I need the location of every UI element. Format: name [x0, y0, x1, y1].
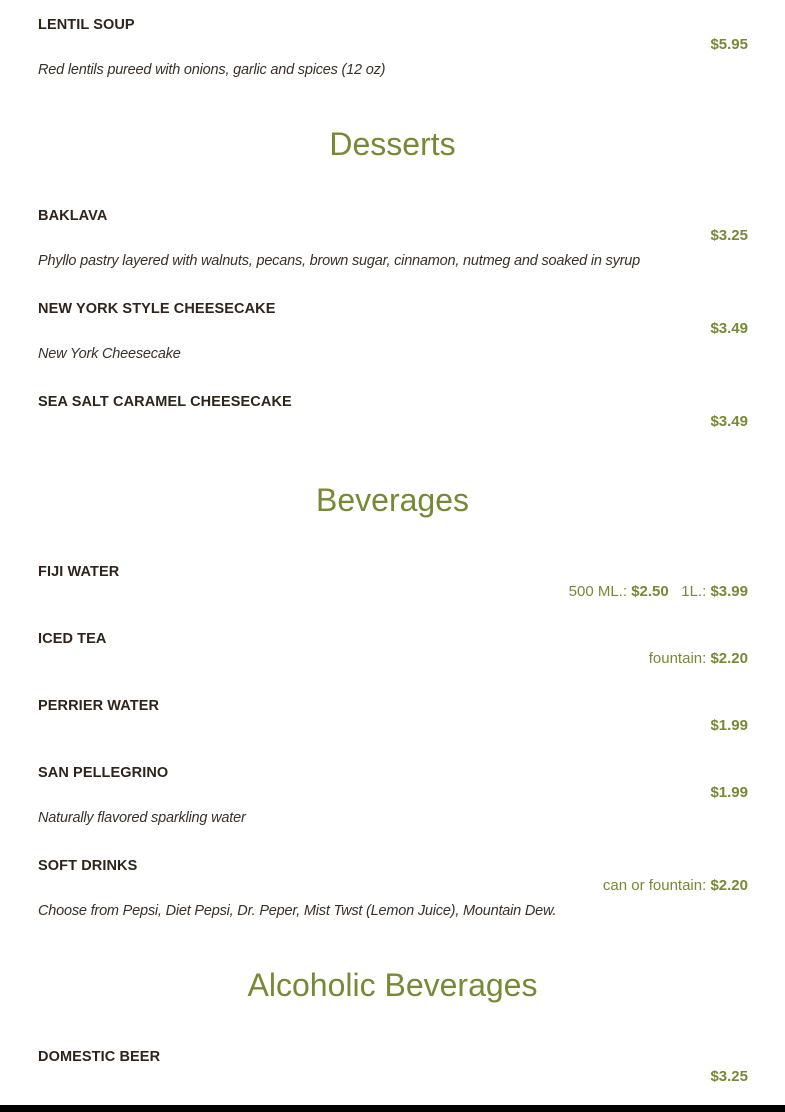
price-label: can or fountain:: [602, 877, 707, 894]
item-description-ny-cheesecake: New York Cheesecake: [38, 346, 181, 362]
item-price-lentil-soup: [710, 36, 748, 53]
price-value: $3.49: [710, 320, 748, 337]
section-title-desserts: Desserts: [329, 126, 456, 162]
price-value: $3.25: [710, 227, 748, 244]
item-name-domestic-beer: DOMESTIC BEER: [38, 1049, 161, 1065]
item-description-lentil-soup: Red lentils pureed with onions, garlic and spices (12 oz): [38, 62, 386, 78]
item-price-iced-tea: [649, 650, 748, 667]
item-name-caramel-cheesecake: SEA SALT CARAMEL CHEESECAKE: [38, 394, 292, 410]
item-name-iced-tea: ICED TEA: [38, 631, 107, 647]
price-value: $3.25: [710, 1068, 748, 1085]
item-description-san-pellegrino: Naturally flavored sparkling water: [38, 810, 246, 826]
section-title-alcoholic-beverages: Alcoholic Beverages: [247, 967, 538, 1003]
price-value: $5.95: [710, 36, 748, 53]
item-name-san-pellegrino: SAN PELLEGRINO: [38, 765, 169, 781]
item-name-perrier-water: PERRIER WATER: [38, 698, 160, 714]
price-value: $2.20: [710, 650, 748, 667]
item-price-ny-cheesecake: [710, 320, 748, 337]
item-price-domestic-beer: [710, 1068, 748, 1085]
item-price-fiji-water: [569, 583, 748, 600]
item-name-lentil-soup: LENTIL SOUP: [38, 17, 135, 33]
item-description-baklava: Phyllo pastry layered with walnuts, pecans, brown sugar, cinnamon, nutmeg and soaked in syrup: [38, 253, 641, 269]
item-price-caramel-cheesecake: [710, 413, 748, 430]
item-name-ny-cheesecake: NEW YORK STYLE CHEESECAKE: [38, 301, 276, 317]
price-value: $3.49: [710, 413, 748, 430]
section-title-beverages: Beverages: [316, 482, 469, 518]
item-price-san-pellegrino: [710, 784, 748, 801]
item-price-soft-drinks: [603, 877, 748, 894]
item-price-baklava: [710, 227, 748, 244]
bottom-edge-bar: [0, 1105, 785, 1112]
price-value: $1.99: [710, 784, 748, 801]
item-name-baklava: BAKLAVA: [38, 208, 108, 224]
item-name-fiji-water: FIJI WATER: [38, 564, 120, 580]
price-value: $1.99: [710, 717, 748, 734]
item-name-soft-drinks: SOFT DRINKS: [38, 858, 138, 874]
price-value-1l: $3.99: [710, 583, 748, 600]
price-label-500ml: 500 ML.:: [568, 583, 628, 600]
item-price-perrier-water: [710, 717, 748, 734]
price-value-500ml: $2.50: [631, 583, 669, 600]
price-label: fountain:: [648, 650, 707, 667]
price-value: $2.20: [710, 877, 748, 894]
price-label-1l: 1L.:: [681, 583, 707, 600]
item-description-soft-drinks: Choose from Pepsi, Diet Pepsi, Dr. Peper, Mist Twst (Lemon Juice), Mountain Dew.: [38, 903, 557, 919]
